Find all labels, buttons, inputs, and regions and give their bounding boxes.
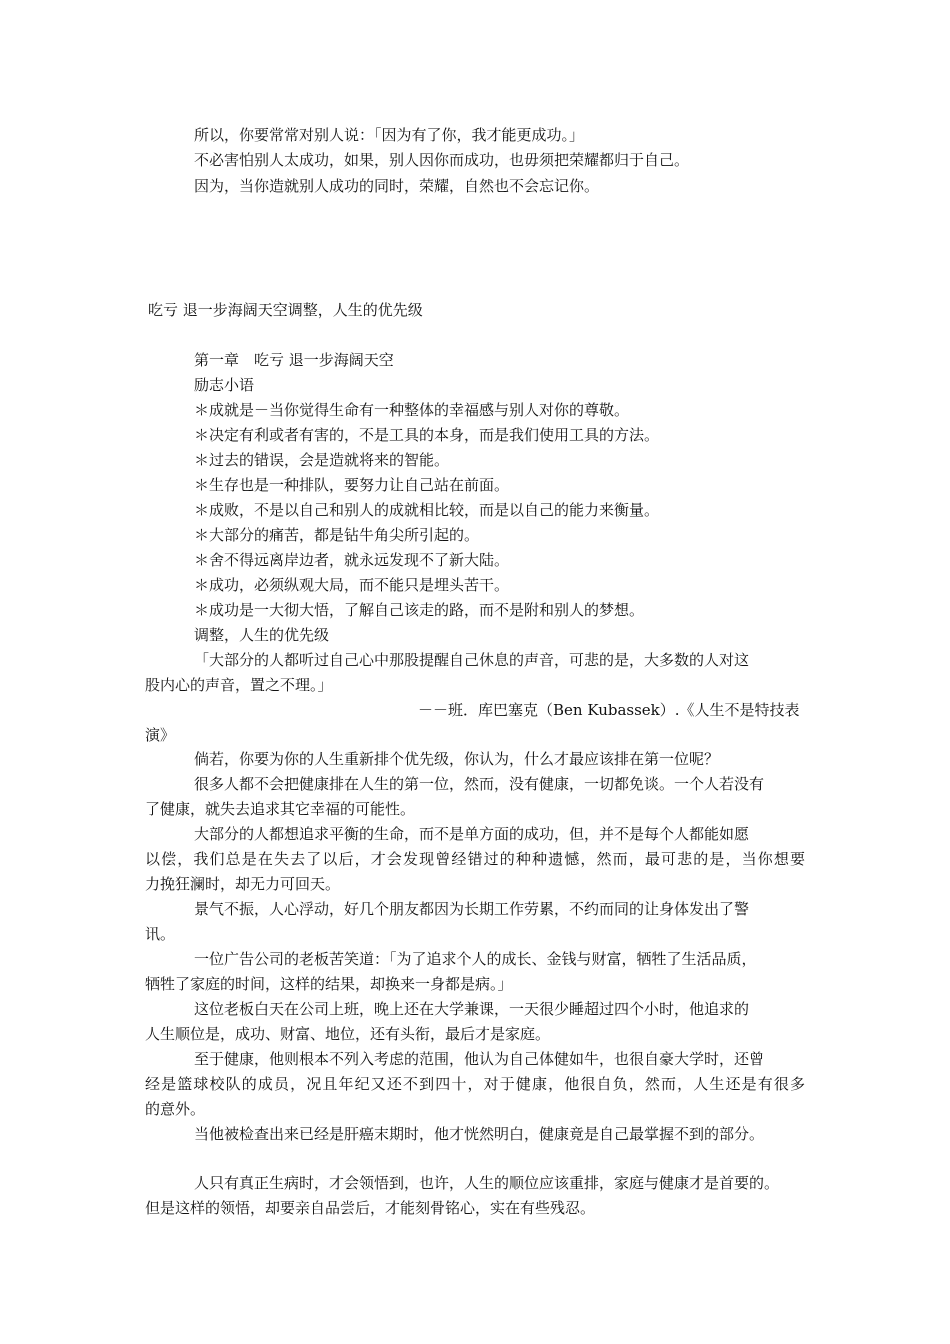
body-paragraph-continued: 牺牲了家庭的时间，这样的结果，却换来一身都是病。」 (145, 975, 513, 993)
body-paragraph: 很多人都不会把健康排在人生的第一位，然而，没有健康，一切都免谈。一个人若没有 (194, 775, 765, 793)
body-paragraph: 大部分的人都想追求平衡的生命，而不是单方面的成功，但，并不是每个人都能如愿 (194, 825, 750, 843)
quote-item: ＊舍不得远离岸边者，就永远发现不了新大陆。 (194, 551, 510, 569)
quote-item: ＊生存也是一种排队，要努力让自己站在前面。 (194, 476, 510, 494)
body-paragraph: 这位老板白天在公司上班，晚上还在大学兼课，一天很少睡超过四个小时，他追求的 (194, 1000, 750, 1018)
body-paragraph: 当他被检查出来已经是肝癌末期时，他才恍然明白，健康竟是自己最掌握不到的部分。 (194, 1125, 765, 1143)
body-paragraph-continued: 讯。 (145, 925, 176, 943)
body-paragraph-continued: 经是篮球校队的成员，况且年纪又还不到四十，对于健康，他很自负，然而，人生还是有很多 (145, 1075, 805, 1093)
quote-item: ＊决定有利或者有害的，不是工具的本身，而是我们使用工具的方法。 (194, 426, 660, 444)
body-paragraph-continued: 人生顺位是，成功、财富、地位，还有头衔，最后才是家庭。 (145, 1025, 551, 1043)
epigraph-line-1: 「大部分的人都听过自己心中那股提醒自己休息的声音，可悲的是，大多数的人对这 (194, 651, 750, 669)
epigraph-attribution: －－班．库巴塞克（Ben Kubassek）.《人生不是特技表 (418, 701, 800, 719)
quote-item: ＊成败，不是以自己和别人的成就相比较，而是以自己的能力来衡量。 (194, 501, 660, 519)
chapter-subtitle: 励志小语 (194, 376, 255, 394)
body-paragraph-continued: 力挽狂澜时，却无力可回天。 (145, 875, 341, 893)
quote-item: ＊成就是－当你觉得生命有一种整体的幸福感与别人对你的尊敬。 (194, 401, 630, 419)
intro-paragraph-3: 因为，当你造就别人成功的同时，荣耀，自然也不会忘记你。 (194, 177, 600, 195)
body-paragraph-continued: 以偿，我们总是在失去了以后，才会发现曾经错过的种种遗憾，然而，最可悲的是，当你想要 (145, 850, 805, 868)
body-paragraph: 一位广告公司的老板苦笑道：「为了追求个人的成长、金钱与财富，牺牲了生活品质， (194, 950, 757, 968)
quote-item: ＊成功是一大彻大悟，了解自己该走的路，而不是附和别人的梦想。 (194, 601, 645, 619)
body-paragraph: 至于健康，他则根本不列入考虑的范围，他认为自己体健如牛，也很自豪大学时，还曾 (194, 1050, 765, 1068)
body-paragraph: 景气不振，人心浮动，好几个朋友都因为长期工作劳累，不约而同的让身体发出了警 (194, 900, 750, 918)
intro-paragraph-1: 所以，你要常常对别人说：「因为有了你，我才能更成功。」 (194, 126, 585, 144)
body-paragraph-continued: 了健康，就失去追求其它幸福的可能性。 (145, 800, 416, 818)
intro-paragraph-2: 不必害怕别人太成功，如果，别人因你而成功，也毋须把荣耀都归于自己。 (194, 151, 690, 169)
body-paragraph-continued: 的意外。 (145, 1100, 206, 1118)
body-paragraph: 倘若，你要为你的人生重新排个优先级，你认为，什么才最应该排在第一位呢？ (194, 750, 720, 768)
quote-item: ＊成功，必须纵观大局，而不能只是埋头苦干。 (194, 576, 510, 594)
chapter-title: 第一章 吃亏 退一步海阔天空 (194, 351, 394, 369)
epigraph-attribution-continued: 演》 (145, 726, 176, 744)
quote-item: ＊过去的错误，会是造就将来的智能。 (194, 451, 450, 469)
quote-item: ＊大部分的痛苦，都是钻牛角尖所引起的。 (194, 526, 480, 544)
book-title: 吃亏 退一步海阔天空调整，人生的优先级 (148, 301, 423, 319)
epigraph-line-2: 股内心的声音，置之不理。」 (145, 676, 333, 694)
body-paragraph-continued: 但是这样的领悟，却要亲自品尝后，才能刻骨铭心，实在有些残忍。 (145, 1199, 596, 1217)
body-paragraph: 人只有真正生病时，才会领悟到，也许，人生的顺位应该重排，家庭与健康才是首要的。 (194, 1174, 780, 1192)
section-heading: 调整，人生的优先级 (194, 626, 330, 644)
